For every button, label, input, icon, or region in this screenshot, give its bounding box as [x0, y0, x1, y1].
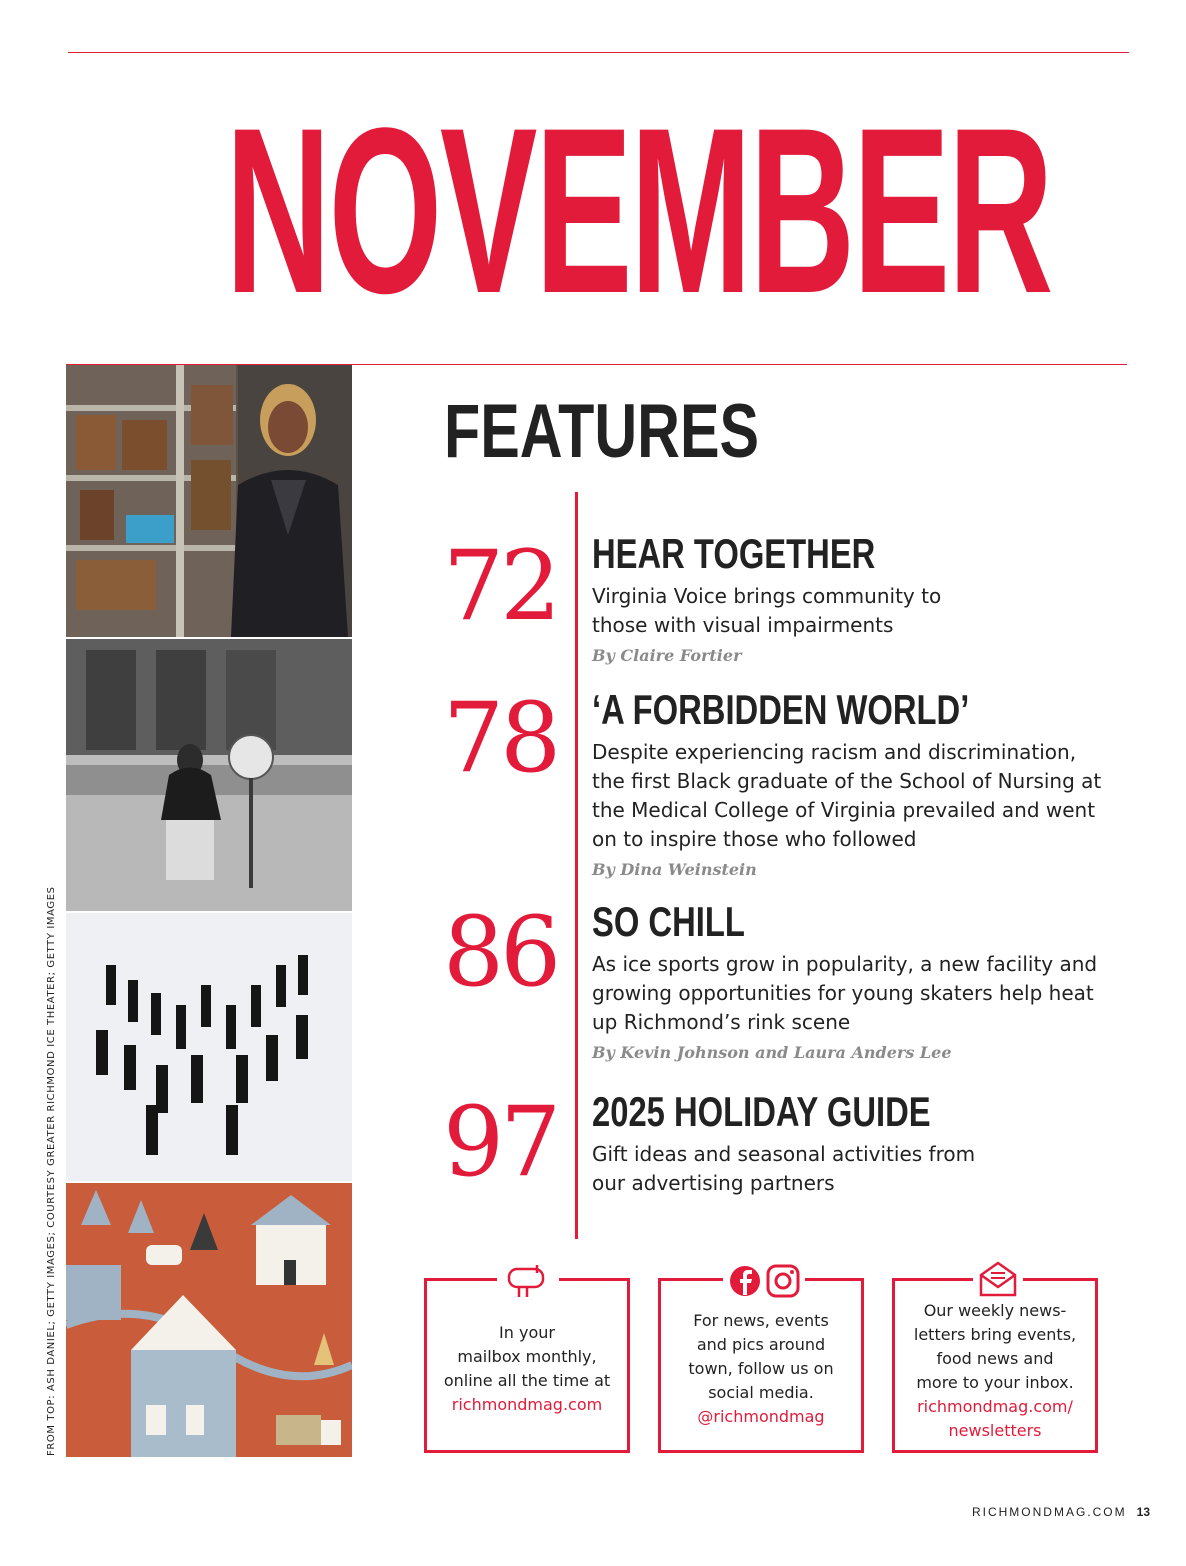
photo-credit: FROM TOP: ASH DANIEL; GETTY IMAGES; COURTESY GREATER RICHMOND ICE THEATER; GETTY IMAGES — [46, 886, 57, 1456]
portrait-photo — [66, 365, 352, 637]
feature-title: 2025 HOLIDAY GUIDE — [592, 1088, 931, 1135]
features-divider — [575, 492, 578, 1239]
feature-byline: By Dina Weinstein — [592, 860, 757, 879]
feature-dek: Despite experiencing racism and discrimination, the first Black graduate of the School of Nursing at the Medical College of Virginia prevailed and went on to inspire those who followed — [592, 740, 1102, 851]
promo-text: Our weekly news- letters bring events, food news and more to your inbox. richmondmag.com/ newsletters — [895, 1299, 1095, 1443]
promo-newsletters — [892, 1278, 1098, 1453]
feature-so-chill[interactable] — [592, 900, 1132, 1062]
feature-holiday-guide[interactable] — [592, 1090, 1132, 1198]
page-number-78: 78 — [443, 682, 558, 794]
holiday-illustration — [66, 1183, 352, 1457]
feature-title: SO CHILL — [592, 898, 745, 945]
social-handle-link[interactable]: @richmondmag — [697, 1407, 825, 1426]
photo-column — [66, 365, 352, 1457]
page-number: 13 — [1136, 1505, 1150, 1519]
newsletter-link[interactable]: richmondmag.com/ newsletters — [917, 1397, 1073, 1440]
mailbox-icon — [497, 1263, 559, 1299]
page-number-72: 72 — [443, 530, 558, 642]
feature-title: HEAR TOGETHER — [592, 530, 876, 577]
feature-byline: By Kevin Johnson and Laura Anders Lee — [592, 1043, 952, 1062]
page-number-97: 97 — [443, 1086, 558, 1198]
ice-skaters-photo — [66, 913, 352, 1181]
website-link[interactable]: richmondmag.com — [451, 1395, 603, 1414]
feature-byline: By Claire Fortier — [592, 646, 742, 665]
feature-title: ‘A FORBIDDEN WORLD’ — [592, 686, 970, 733]
page-number-86: 86 — [443, 896, 558, 1008]
promo-social — [658, 1278, 864, 1453]
feature-dek: As ice sports grow in popularity, a new facility and growing opportunities for young skaters help heat up Richmond’s rink scene — [592, 952, 1098, 1034]
promo-mailbox — [424, 1278, 630, 1453]
feature-hear-together[interactable] — [592, 532, 1132, 665]
top-rule — [68, 52, 1129, 53]
site-name: RICHMONDMAG.COM — [971, 1505, 1127, 1519]
feature-dek: Gift ideas and seasonal activities from our advertising partners — [592, 1142, 976, 1195]
month-title: NOVEMBER — [225, 79, 1051, 343]
historic-nurse-photo — [66, 639, 352, 911]
feature-forbidden-world[interactable] — [592, 688, 1132, 879]
promo-text: In your mailbox monthly, online all the time at richmondmag.com — [427, 1321, 627, 1417]
section-title: FEATURES — [444, 389, 760, 474]
feature-dek: Virginia Voice brings community to those with visual impairments — [592, 584, 942, 637]
social-icons — [723, 1263, 805, 1299]
envelope-icon — [973, 1259, 1023, 1299]
facebook-icon — [730, 1266, 760, 1296]
page-footer — [972, 1505, 1150, 1519]
promo-text: For news, events and pics around town, follow us on social media. @richmondmag — [661, 1309, 861, 1429]
